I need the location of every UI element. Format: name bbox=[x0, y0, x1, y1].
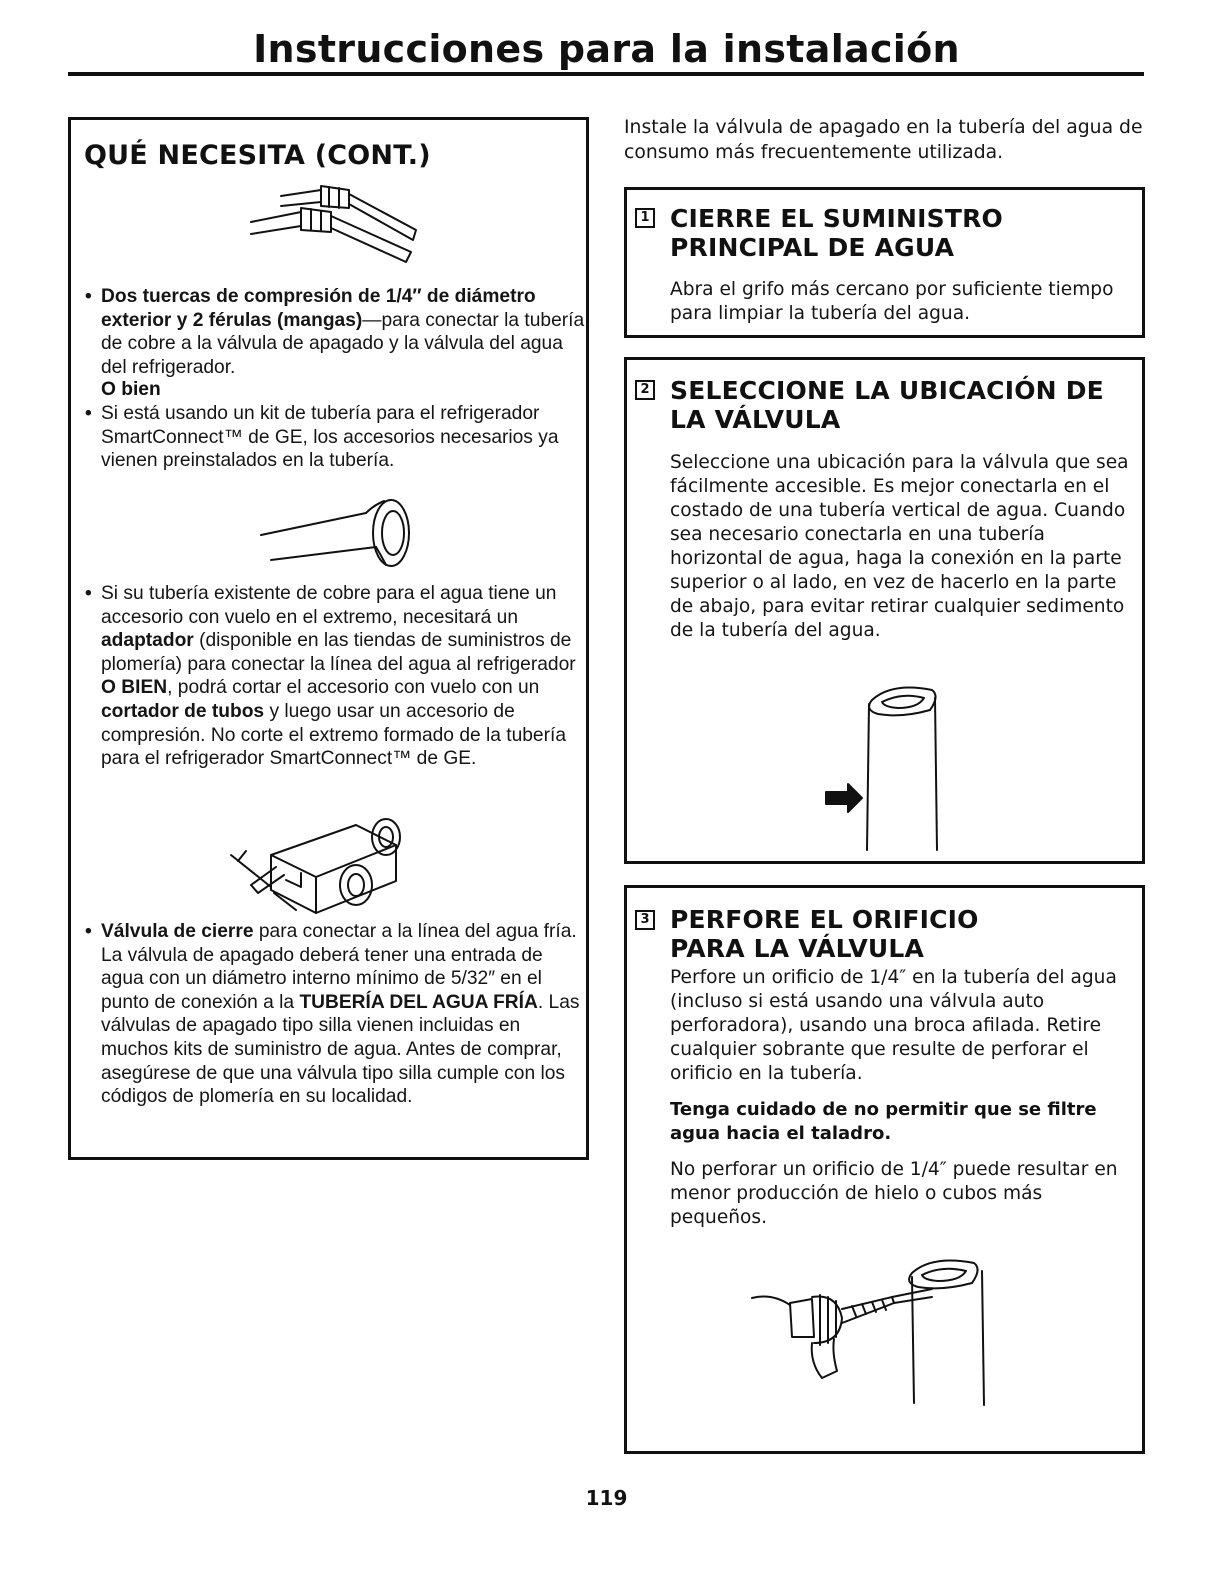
step-heading: PERFORE EL ORIFICIO PARA LA VÁLVULA bbox=[670, 905, 979, 963]
step-3-panel bbox=[624, 885, 1145, 1454]
page-title: Instrucciones para la instalación bbox=[253, 27, 960, 71]
intro-text: Instale la válvula de apagado en la tubería del agua de consumo más frecuentemente utilizada. bbox=[624, 117, 1143, 163]
step-body: Seleccione una ubicación para la válvula que sea fácilmente accesible. Es mejor conectarla en el costado de una tubería vertical de agua. Cuando sea necesario conectarla en una tubería horizontal de agua, haga la conexión en la parte superior o al lado, en vez de hacerlo en la parte de abajo, para evitar retirar cualquier sedimento de la tubería del agua. bbox=[670, 452, 1129, 641]
step-number: 3 bbox=[635, 910, 655, 930]
step-2-panel bbox=[624, 357, 1145, 864]
step-heading: CIERRE EL SUMINISTRO PRINCIPAL DE AGUA bbox=[670, 204, 1003, 262]
bullet-compression-nuts: • Dos tuercas de compresión de 1/4″ de diámetro exterior y 2 férulas (mangas)—para conectar la tubería de cobre a la válvula de apagado y la válvula del agua del refrigerador. bbox=[85, 286, 585, 378]
step-body: Perfore un orificio de 1/4″ en la tubería del agua (incluso si está usando una válvula auto perforadora), usando una broca afilada. Retire cualquier sobrante que resulte de perforar el orificio en la tubería. bbox=[670, 967, 1117, 1084]
step-warning: Tenga cuidado de no permitir que se filtre agua hacia el taladro. bbox=[670, 1099, 1097, 1144]
or-label: O bien bbox=[101, 379, 161, 400]
what-you-need-panel bbox=[68, 117, 589, 1160]
step-note: No perforar un orificio de 1/4″ puede resultar en menor producción de hielo o cubos más pequeños. bbox=[670, 1159, 1118, 1228]
flared-tube-illustration bbox=[256, 495, 426, 575]
bullet-shutoff-valve: • Válvula de cierre para conectar a la línea del agua fría. La válvula de apagado deberá tener una entrada de agua con un diámetro interno mínimo de 5/32″ en el punto de conexión a la TUBERÍA DEL AGUA FRÍA. Las válvulas de apagado tipo silla vienen incluidas en muchos kits de suministro de agua. Antes de comprar, asegúrese de que una válvula tipo silla cumple con los códigos de plomería en su localidad. bbox=[85, 921, 580, 1108]
step-heading: SELECCIONE LA UBICACIÓN DE LA VÁLVULA bbox=[670, 376, 1104, 434]
vertical-pipe-arrow-illustration bbox=[812, 680, 952, 855]
step-body: Abra el grifo más cercano por suficiente tiempo para limpiar la tubería del agua. bbox=[670, 279, 1114, 324]
page-number: 119 bbox=[585, 1486, 628, 1510]
title-rule bbox=[68, 72, 1144, 76]
bullet-adapter: • Si su tubería existente de cobre para el agua tiene un accesorio con vuelo en el extremo, necesitará un adaptador (disponible en las tiendas de suministros de plomería) para conectar la línea del agua al refrigerador O BIEN, podrá cortar el accesorio con vuelo con un cortador de tubos y luego usar un accesorio de compresión. No corte el extremo formado de la tubería para el refrigerador SmartConnect™ de GE. bbox=[85, 583, 576, 770]
step-1-panel bbox=[624, 187, 1145, 338]
shutoff-valve-illustration bbox=[226, 815, 426, 920]
drill-pipe-illustration bbox=[742, 1253, 1002, 1443]
step-number: 2 bbox=[635, 380, 655, 400]
compression-nuts-illustration bbox=[231, 182, 431, 272]
step-number: 1 bbox=[635, 208, 655, 228]
bullet-smartconnect: • Si está usando un kit de tubería para el refrigerador SmartConnect™ de GE, los accesorios necesarios ya vienen preinstalados en la tubería. bbox=[85, 403, 559, 472]
section-heading: QUÉ NECESITA (CONT.) bbox=[84, 140, 431, 171]
